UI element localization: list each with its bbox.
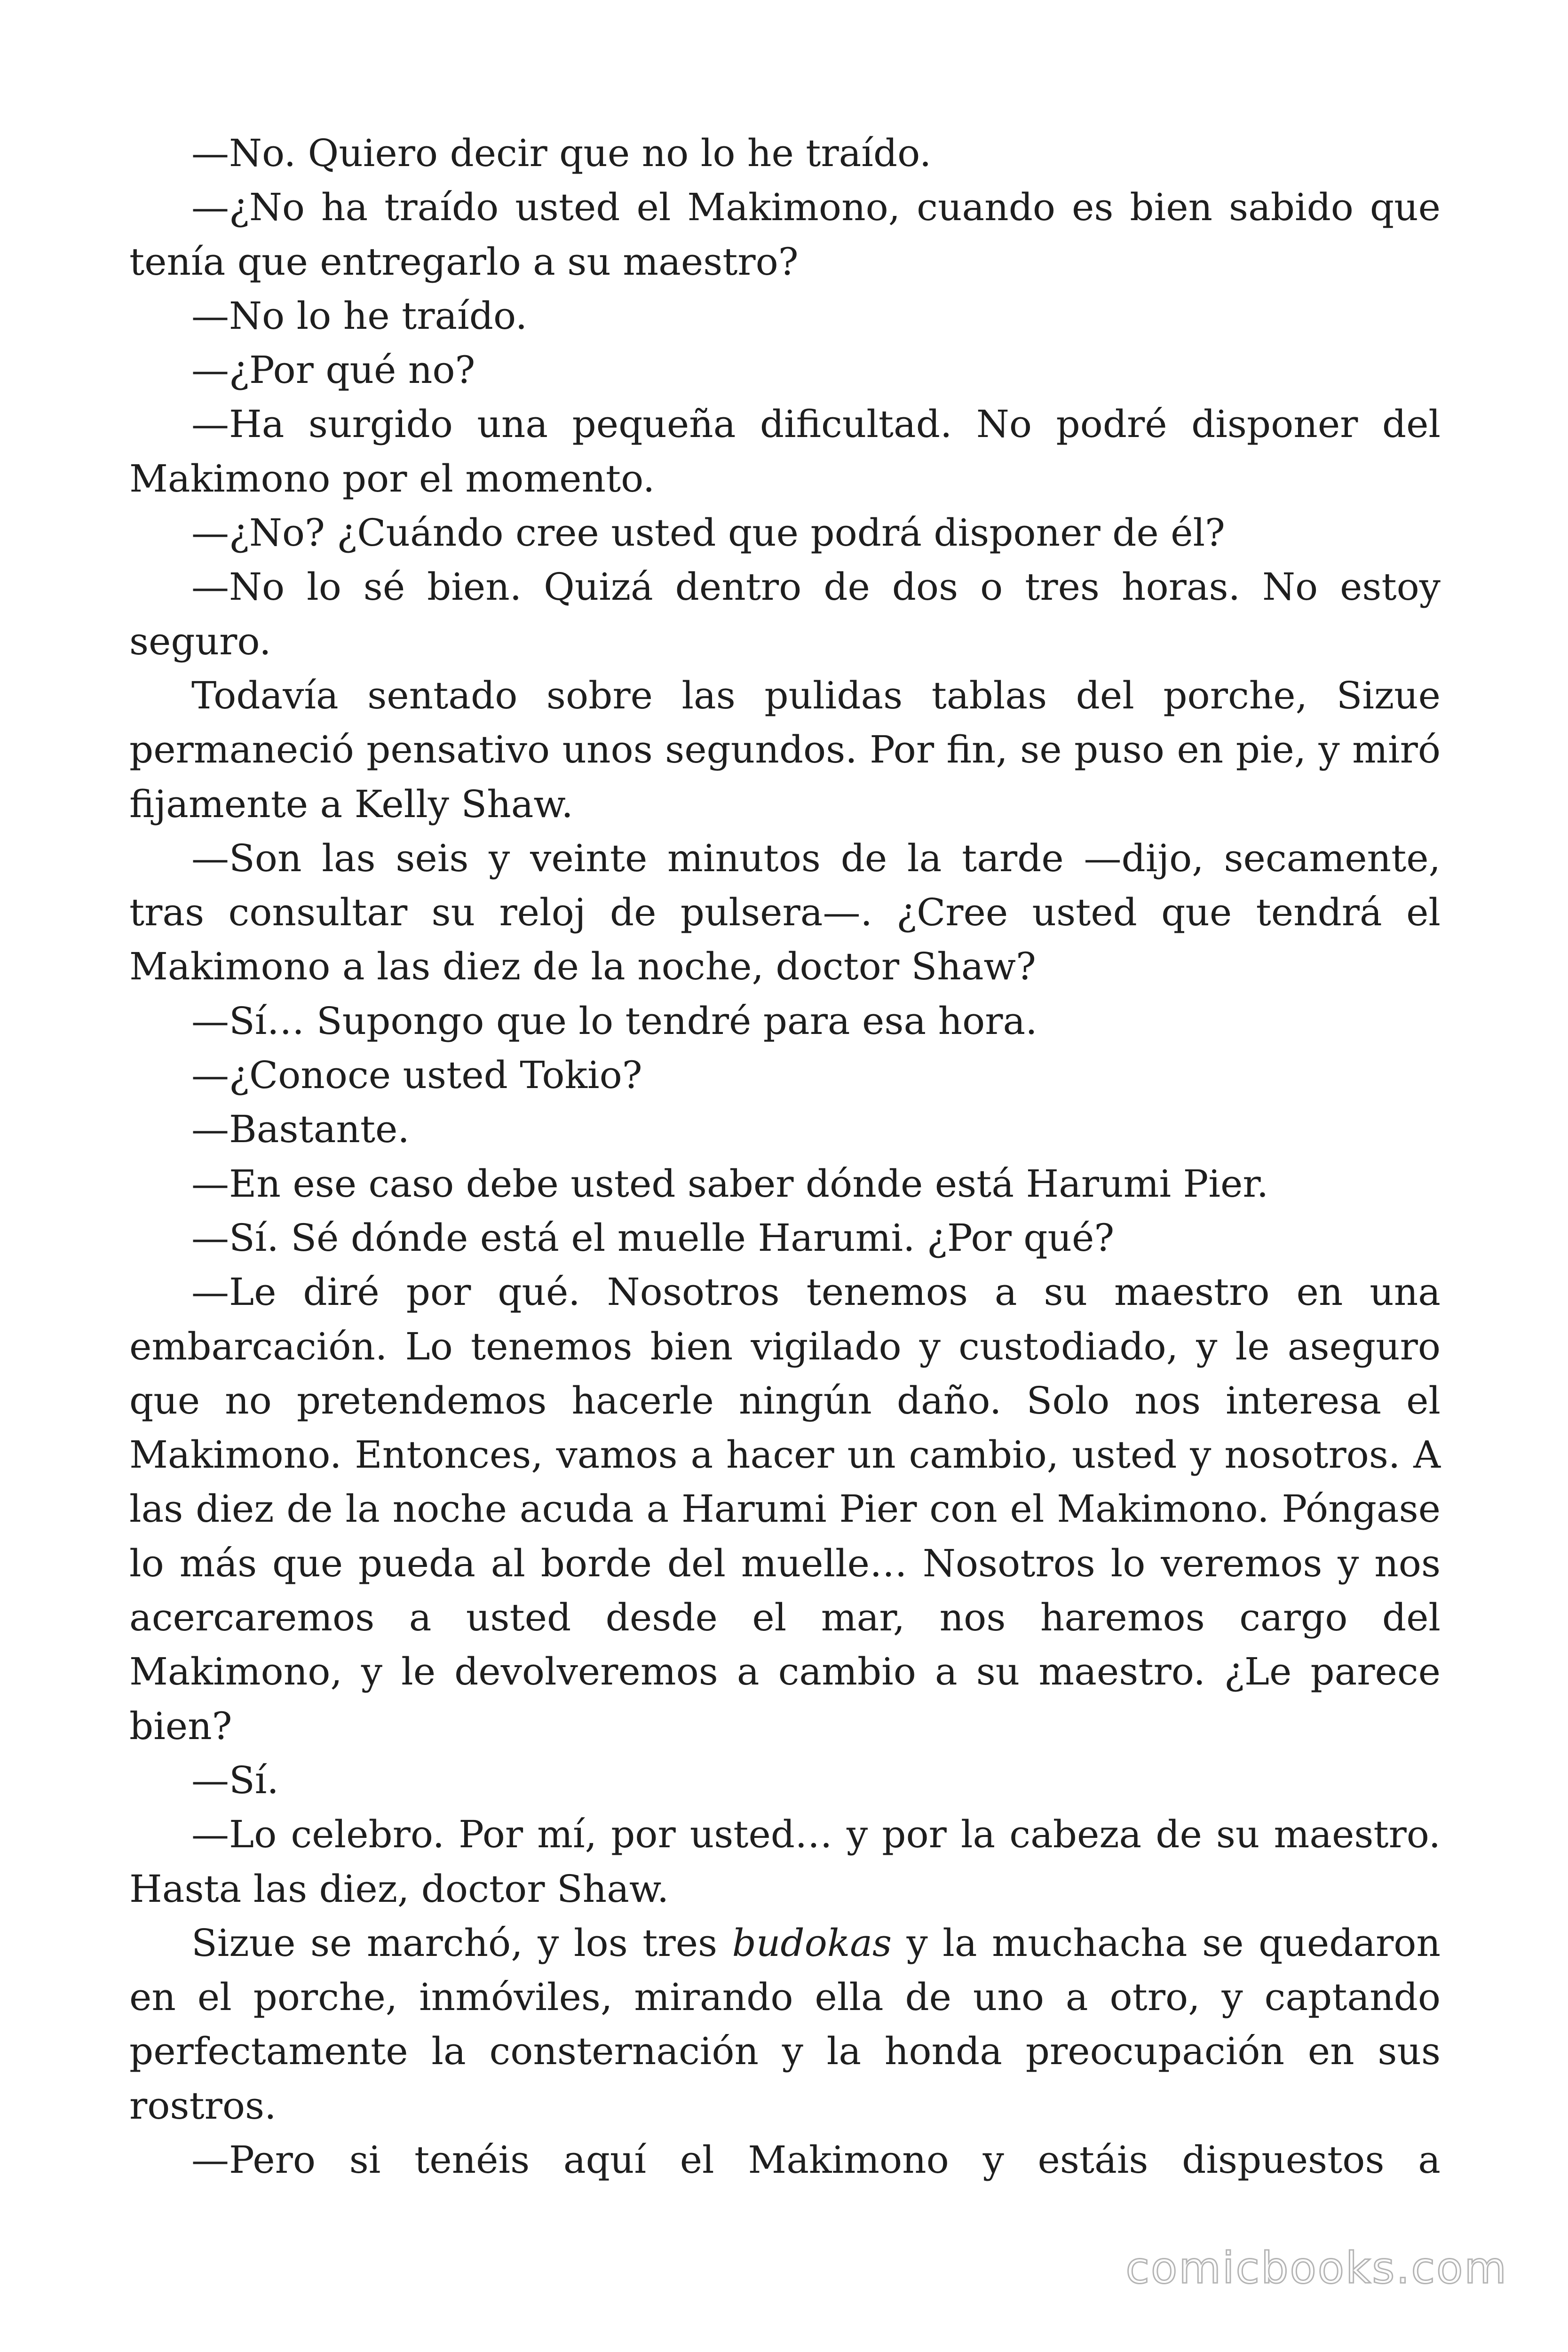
paragraph: Todavía sentado sobre las pulidas tablas del porche, Sizue permaneció pensativo unos segundos. Por fin, se puso en pie, y miró fijamente a Kelly Shaw. (129, 673, 1441, 826)
paragraph: —¿No ha traído usted el Makimono, cuando es bien sabido que tenía que entregarlo a su maestro? (129, 185, 1441, 284)
paragraph-text: y la muchacha se quedaron en el porche, inmóviles, mirando ella de uno a otro, y captando perfectamente la consternación y la honda preocupación en sus rostros. (129, 1921, 1441, 2128)
paragraph: —Le diré por qué. Nosotros tenemos a su maestro en una embarcación. Lo tenemos bien vigilado y custodiado, y le aseguro que no pretendemos hacerle ningún daño. Solo nos interesa el Makimono. Entonces, vamos a hacer un cambio, usted y nosotros. A las diez de la noche acuda a Harumi Pier con el Makimono. Póngase lo más que pueda al borde del muelle… Nosotros lo veremos y nos acercaremos a usted desde el mar, nos haremos cargo del Makimono, y le devolveremos a cambio a su maestro. ¿Le parece bien? (129, 1270, 1441, 1748)
paragraph: —No lo sé bien. Quizá dentro de dos o tres horas. No estoy seguro. (129, 565, 1441, 663)
body-text (129, 126, 1441, 2187)
paragraph: —Sí. Sé dónde está el muelle Harumi. ¿Por qué? (191, 1216, 1115, 1260)
paragraph: —Son las seis y veinte minutos de la tarde —dijo, secamente, tras consultar su reloj de pulsera—. ¿Cree usted que tendrá el Makimono a las diez de la noche, doctor Shaw? (129, 836, 1441, 989)
paragraph: —Ha surgido una pequeña dificultad. No podré disponer del Makimono por el momento. (129, 402, 1441, 501)
watermark: comicbooks.com (1125, 2243, 1508, 2293)
paragraph: —En ese caso debe usted saber dónde está Harumi Pier. (191, 1161, 1269, 1206)
paragraph: —Bastante. (191, 1107, 410, 1152)
paragraph: —Lo celebro. Por mí, por usted… y por la cabeza de su maestro. Hasta las diez, doctor Shaw. (129, 1812, 1441, 1911)
paragraph: —¿Por qué no? (191, 348, 475, 392)
paragraph: —¿Conoce usted Tokio? (191, 1053, 642, 1097)
paragraph-continued: —Pero si tenéis aquí el Makimono y estáis dispuestos a (191, 2137, 1441, 2182)
paragraph: —¿No? ¿Cuándo cree usted que podrá disponer de él? (191, 511, 1225, 555)
paragraph: —No lo he traído. (191, 294, 528, 338)
paragraph: —Sí… Supongo que lo tendré para esa hora. (191, 999, 1037, 1043)
paragraph-text: Sizue se marchó, y los tres (191, 1921, 732, 1965)
paragraph: —Sí. (191, 1758, 279, 1802)
paragraph-with-italic (129, 1916, 1441, 2133)
paragraph: —No. Quiero decir que no lo he traído. (191, 131, 932, 175)
italic-term: budokas (732, 1921, 892, 1965)
